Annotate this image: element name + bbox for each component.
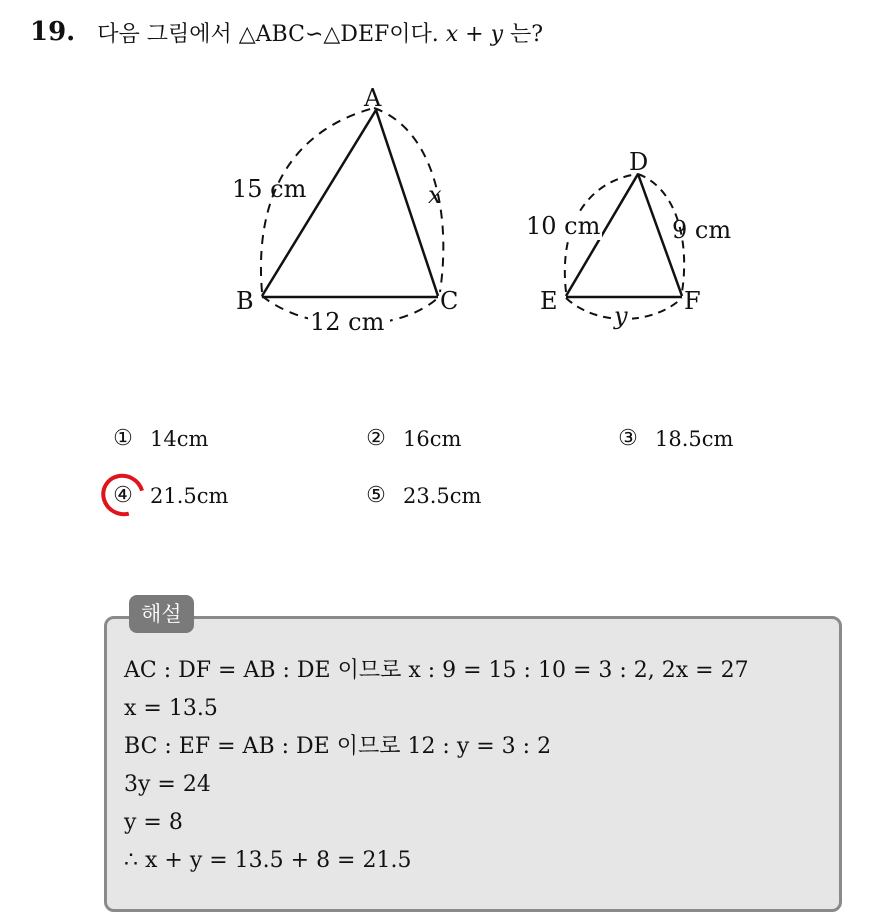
triangle-def <box>524 148 731 330</box>
choice-2-text: 16cm <box>403 427 462 451</box>
solution-tag: 해설 <box>129 595 194 633</box>
label-x: x <box>428 181 442 209</box>
label-c: C <box>440 287 459 315</box>
label-b: B <box>236 287 254 315</box>
choice-1[interactable] <box>110 426 208 452</box>
label-ab: 15 cm <box>232 175 307 203</box>
solution-lines <box>124 652 749 880</box>
question-number: 19. <box>30 17 76 47</box>
choice-2-mark: ② <box>366 426 386 451</box>
solution-line-2: x = 13.5 <box>124 696 218 721</box>
choice-1-mark: ① <box>113 426 133 451</box>
label-e: E <box>540 287 558 315</box>
choice-4-text: 21.5cm <box>150 484 229 508</box>
solution-line-1: AC : DF = AB : DE 이므로 x : 9 = 15 : 10 = 3 : 2, 2x = 27 <box>124 658 749 683</box>
solution-line-4: 3y = 24 <box>124 772 211 797</box>
choice-5-mark: ⑤ <box>366 483 386 508</box>
choice-3[interactable] <box>615 426 733 452</box>
side-ab <box>262 110 376 296</box>
solution-line-5: y = 8 <box>124 810 183 835</box>
triangles-figure <box>0 0 884 360</box>
question-text-a: 다음 그림에서 △ABC∽△DEF이다. <box>97 21 446 47</box>
label-bc: 12 cm <box>310 308 385 336</box>
label-de: 10 cm <box>526 212 601 240</box>
label-df: 9 cm <box>672 216 732 244</box>
answer-circle-mark <box>93 466 152 524</box>
choice-3-text: 18.5cm <box>655 427 734 451</box>
choice-3-mark: ③ <box>618 426 638 451</box>
solution-line-6: ∴ x + y = 13.5 + 8 = 21.5 <box>124 848 412 873</box>
choice-4-mark: ④ <box>113 483 133 508</box>
triangle-abc <box>232 84 458 336</box>
choice-2[interactable] <box>363 426 461 452</box>
choice-5-text: 23.5cm <box>403 484 482 508</box>
label-d: D <box>629 148 649 176</box>
question-text-b: 는? <box>503 21 544 47</box>
label-y: y <box>614 302 628 330</box>
question-text-var: x + y <box>445 21 504 47</box>
choice-5[interactable] <box>363 483 481 509</box>
solution-line-3: BC : EF = AB : DE 이므로 12 : y = 3 : 2 <box>124 734 552 759</box>
label-f: F <box>684 287 701 315</box>
label-a: A <box>364 84 382 112</box>
choice-1-text: 14cm <box>150 427 209 451</box>
